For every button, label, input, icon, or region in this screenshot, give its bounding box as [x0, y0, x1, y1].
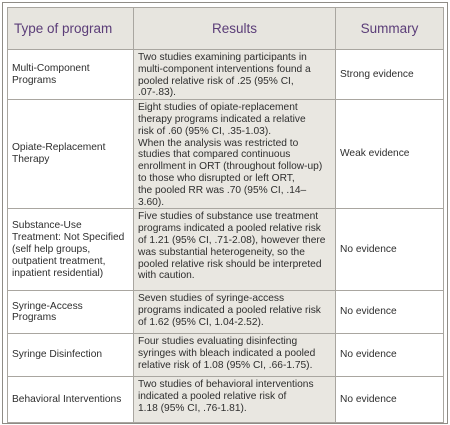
results-text: Two studies of behavioral interventions indicated a pooled relative risk of 1.18 (95% CI, .76-1.81). [138, 379, 314, 414]
summary-cell: Strong evidence [336, 50, 444, 100]
results-text: Seven studies of syringe-access programs indicated a pooled relative risk of 1.62 (95% CI, 1.04-2.52). [138, 293, 321, 328]
summary-cell: No evidence [336, 291, 444, 334]
results-text: Eight studies of opiate-replacement therapy programs indicated a relative risk of .60 (95% CI, .35-1.03). When the analysis was restricted to studies that compared continuous enrollment in ORT (throughout follow-up) to those who disrupted or left ORT, the pooled RR was .70 (95% CI, .14–3.60). [138, 102, 323, 208]
results-cell [134, 100, 336, 209]
program-cell: Syringe Disinfection [8, 334, 134, 377]
evidence-table [7, 7, 444, 423]
program-cell: Opiate-Replacement Therapy [8, 100, 134, 209]
program-cell: Multi-Component Programs [8, 50, 134, 100]
program-cell: Behavioral Interventions [8, 377, 134, 423]
results-cell [134, 209, 336, 291]
table-row [8, 209, 444, 291]
summary-cell: Weak evidence [336, 100, 444, 209]
table-row [8, 377, 444, 423]
table-row [8, 50, 444, 100]
summary-cell: No evidence [336, 334, 444, 377]
table-row [8, 334, 444, 377]
results-cell [134, 50, 336, 100]
results-cell [134, 291, 336, 334]
table-row [8, 291, 444, 334]
results-text: Four studies evaluating disinfecting syringes with bleach indicated a pooled relative risk of 1.08 (95% CI, .66-1.75). [138, 336, 316, 371]
program-cell: Syringe-Access Programs [8, 291, 134, 334]
results-cell [134, 334, 336, 377]
results-text: Two studies examining participants in multi-component interventions found a pooled relative risk of .25 (95% CI, .07-.83). [138, 52, 311, 99]
table-frame [2, 2, 448, 424]
header-type-of-program: Type of program [8, 8, 134, 50]
header-row [8, 8, 444, 50]
results-text: Five studies of substance use treatment programs indicated a pooled relative risk of 1.21 (95% CI, .71-2.08), however there was substantial heterogeneity, so the pooled relative risk should be interpreted with caution. [138, 211, 326, 282]
results-cell [134, 377, 336, 423]
program-cell: Substance-Use Treatment: Not Specified (self help groups, outpatient treatment, inpatient residential) [8, 209, 134, 291]
summary-cell: No evidence [336, 377, 444, 423]
summary-cell: No evidence [336, 209, 444, 291]
header-results: Results [134, 8, 336, 50]
table-row [8, 100, 444, 209]
header-summary: Summary [336, 8, 444, 50]
